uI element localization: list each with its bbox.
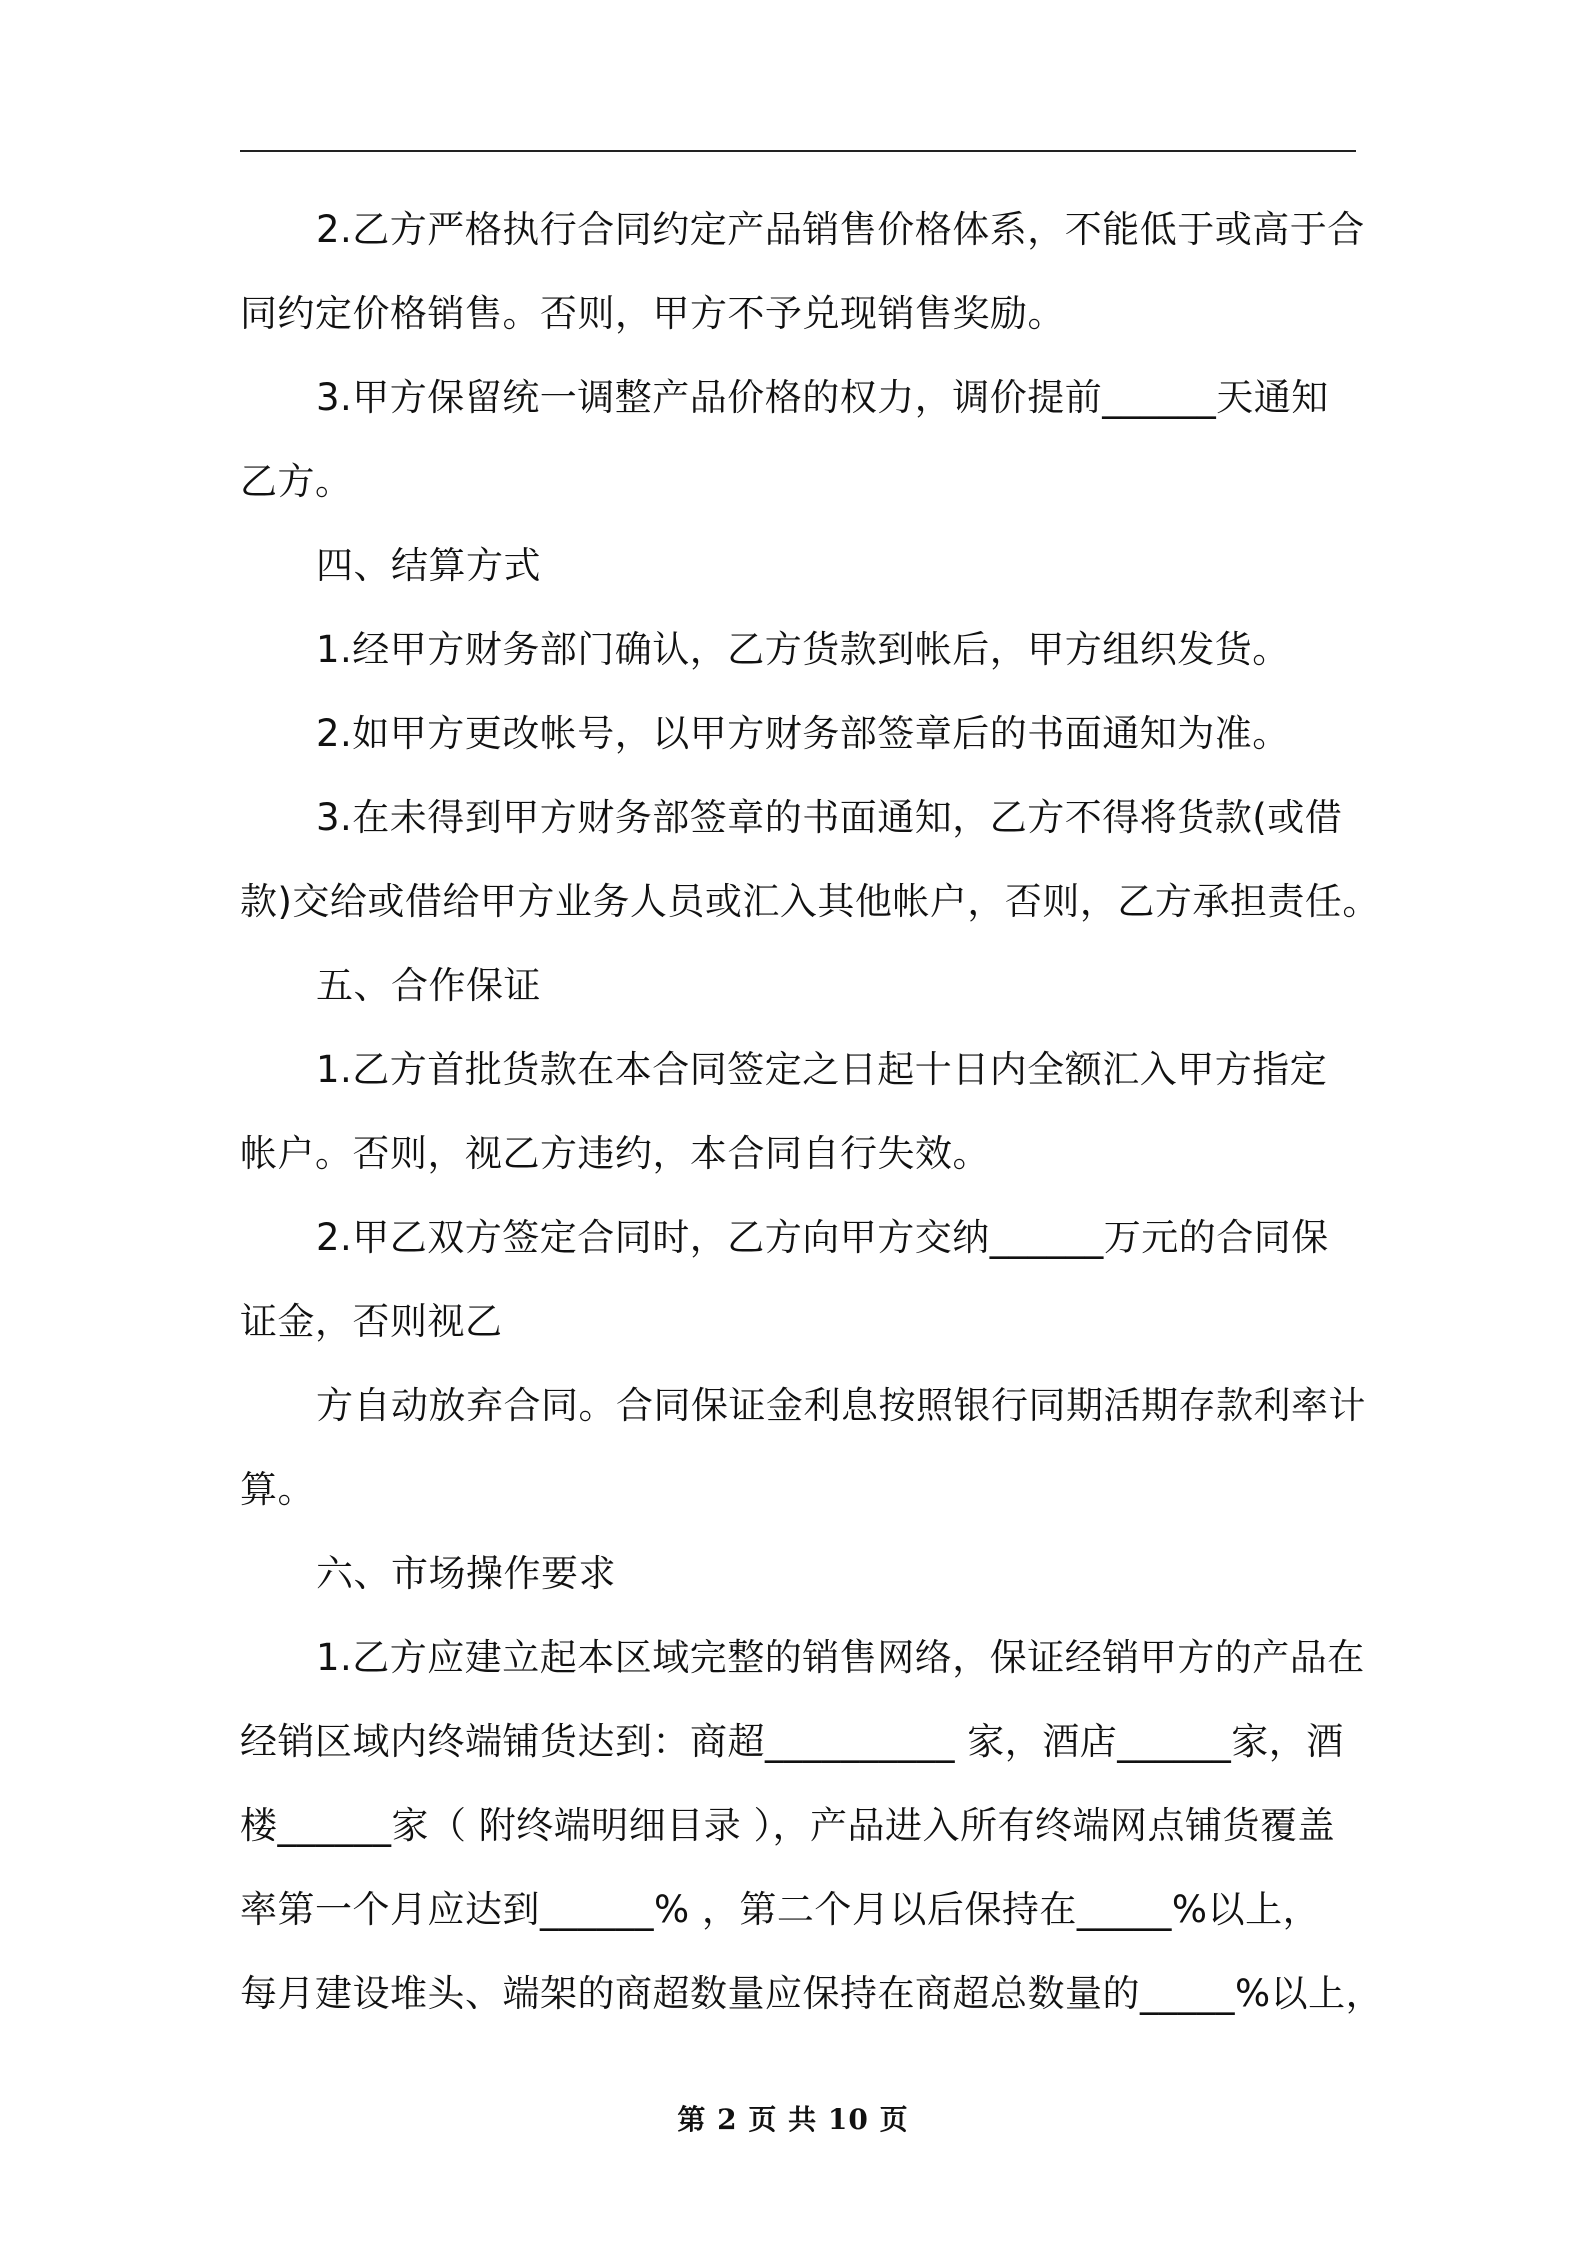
text-line: 同约定价格销售。否则，甲方不予兑现销售奖励。 bbox=[240, 292, 1065, 335]
text-line: 2.乙方严格执行合同约定产品销售价格体系，不能低于或高于合 bbox=[316, 208, 1365, 251]
text-line: 1.乙方首批货款在本合同签定之日起十日内全额汇入甲方指定 bbox=[316, 1048, 1328, 1091]
text-line: 乙方。 bbox=[240, 460, 353, 503]
document-body bbox=[240, 188, 1384, 2036]
section-heading: 五、合作保证 bbox=[316, 964, 541, 1007]
text-line: 证金，否则视乙 bbox=[240, 1300, 503, 1343]
text-line: 帐户。否则，视乙方违约，本合同自行失效。 bbox=[240, 1132, 990, 1175]
text-line: 3.在未得到甲方财务部签章的书面通知，乙方不得将货款(或借 bbox=[316, 796, 1343, 839]
text-line: 2.如甲方更改帐号，以甲方财务部签章后的书面通知为准。 bbox=[316, 712, 1290, 755]
text-line: 款)交给或借给甲方业务人员或汇入其他帐户，否则，乙方承担责任。 bbox=[240, 880, 1380, 923]
text-line: 3.甲方保留统一调整产品价格的权力，调价提前______天通知 bbox=[316, 376, 1329, 419]
text-line: 方自动放弃合同。合同保证金利息按照银行同期活期存款利率计 bbox=[316, 1384, 1366, 1427]
section-heading: 六、市场操作要求 bbox=[316, 1552, 616, 1595]
text-line: 经销区域内终端铺货达到：商超__________ 家，酒店______家，酒 bbox=[240, 1720, 1344, 1763]
text-line: 1.经甲方财务部门确认，乙方货款到帐后，甲方组织发货。 bbox=[316, 628, 1290, 671]
header-rule bbox=[240, 150, 1356, 152]
text-line: 算。 bbox=[240, 1468, 315, 1511]
section-heading: 四、结算方式 bbox=[316, 544, 541, 587]
text-line: 率第一个月应达到______% ，第二个月以后保持在_____%以上， bbox=[240, 1888, 1321, 1931]
text-line: 1.乙方应建立起本区域完整的销售网络，保证经销甲方的产品在 bbox=[316, 1636, 1365, 1679]
text-line: 楼______家（ 附终端明细目录 ），产品进入所有终端网点铺货覆盖 bbox=[240, 1804, 1336, 1847]
page-number-footer: 第 2 页 共 10 页 bbox=[677, 2103, 909, 2136]
text-line: 每月建设堆头、端架的商超数量应保持在商超总数量的_____%以上， bbox=[240, 1972, 1384, 2015]
text-line: 2.甲乙双方签定合同时，乙方向甲方交纳______万元的合同保 bbox=[316, 1216, 1329, 1259]
